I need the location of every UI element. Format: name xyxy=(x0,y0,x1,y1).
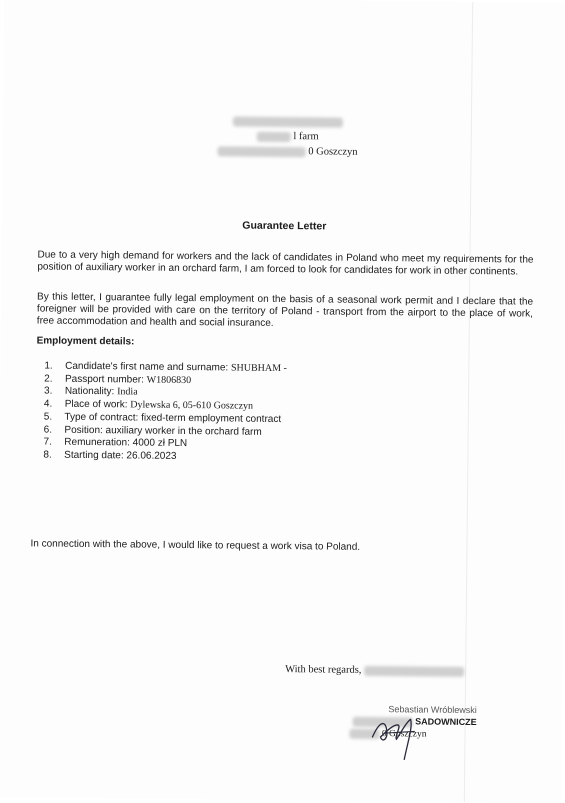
regards-text: With best regards, xyxy=(285,664,362,676)
letter-title: Guarantee Letter xyxy=(242,219,327,233)
regards-line xyxy=(285,664,464,677)
sender-farm-line xyxy=(203,128,373,145)
nationality: India xyxy=(117,386,138,398)
sender-name-line xyxy=(203,113,373,130)
paragraph-demand: Due to a very high demand for workers and the lack of candidates in Poland who meet my requirements for the position of auxiliary worker in an orchard farm, I am forced to look for candidates for work in other continents. xyxy=(37,249,534,278)
sender-header xyxy=(203,113,373,160)
stamp-line-1: Sebastian Wróblewski xyxy=(388,704,477,716)
sender-farm-text: l farm xyxy=(293,131,319,143)
redacted-address xyxy=(218,146,306,157)
list-item: 5. Type of contract: fixed-term employment contract xyxy=(43,411,282,425)
employment-heading: Employment details: xyxy=(36,335,135,348)
sender-address-text: 0 Goszczyn xyxy=(308,146,358,158)
list-item: 4. Place of work: Dylewska 6, 05-610 Goszczyn xyxy=(43,398,254,412)
employment-details-list xyxy=(43,361,484,467)
list-item: 7. Remuneration: 4000 zł PLN xyxy=(43,436,188,450)
stamp-line-3: 0 Goszczyn xyxy=(326,727,476,742)
list-item: 3. Nationality: India xyxy=(44,385,138,398)
list-item: 6. Position: auxiliary worker in the orchard farm xyxy=(43,424,262,438)
redacted-signatory xyxy=(364,665,464,676)
redacted-farm-name xyxy=(257,131,291,141)
paragraph-guarantee: By this letter, I guarantee fully legal employment on the basis of a seasonal work permit and I declare that the foreigner will be provided with care on the territory of Poland - transport from the airport to the place of work, free accommodation and health and social insurance. xyxy=(36,291,534,329)
passport-number: W1806830 xyxy=(146,374,192,386)
redacted-name xyxy=(233,116,343,127)
list-item: 2. Passport number: W1806830 xyxy=(44,373,192,386)
list-item: 8. Starting date: 26.06.2023 xyxy=(43,449,177,462)
sender-address-line xyxy=(203,143,373,160)
list-item: 1. Candidate's first name and surname: SHUBHAM - xyxy=(44,360,287,375)
candidate-name: SHUBHAM - xyxy=(230,362,287,375)
stamp-line-2: SADOWNICZE xyxy=(327,715,477,729)
closing-request: In connection with the above, I would like to request a work visa to Poland. xyxy=(30,538,361,553)
handwritten-signature xyxy=(364,693,435,764)
work-address: Dylewska 6, 05-610 Goszczyn xyxy=(130,399,254,412)
